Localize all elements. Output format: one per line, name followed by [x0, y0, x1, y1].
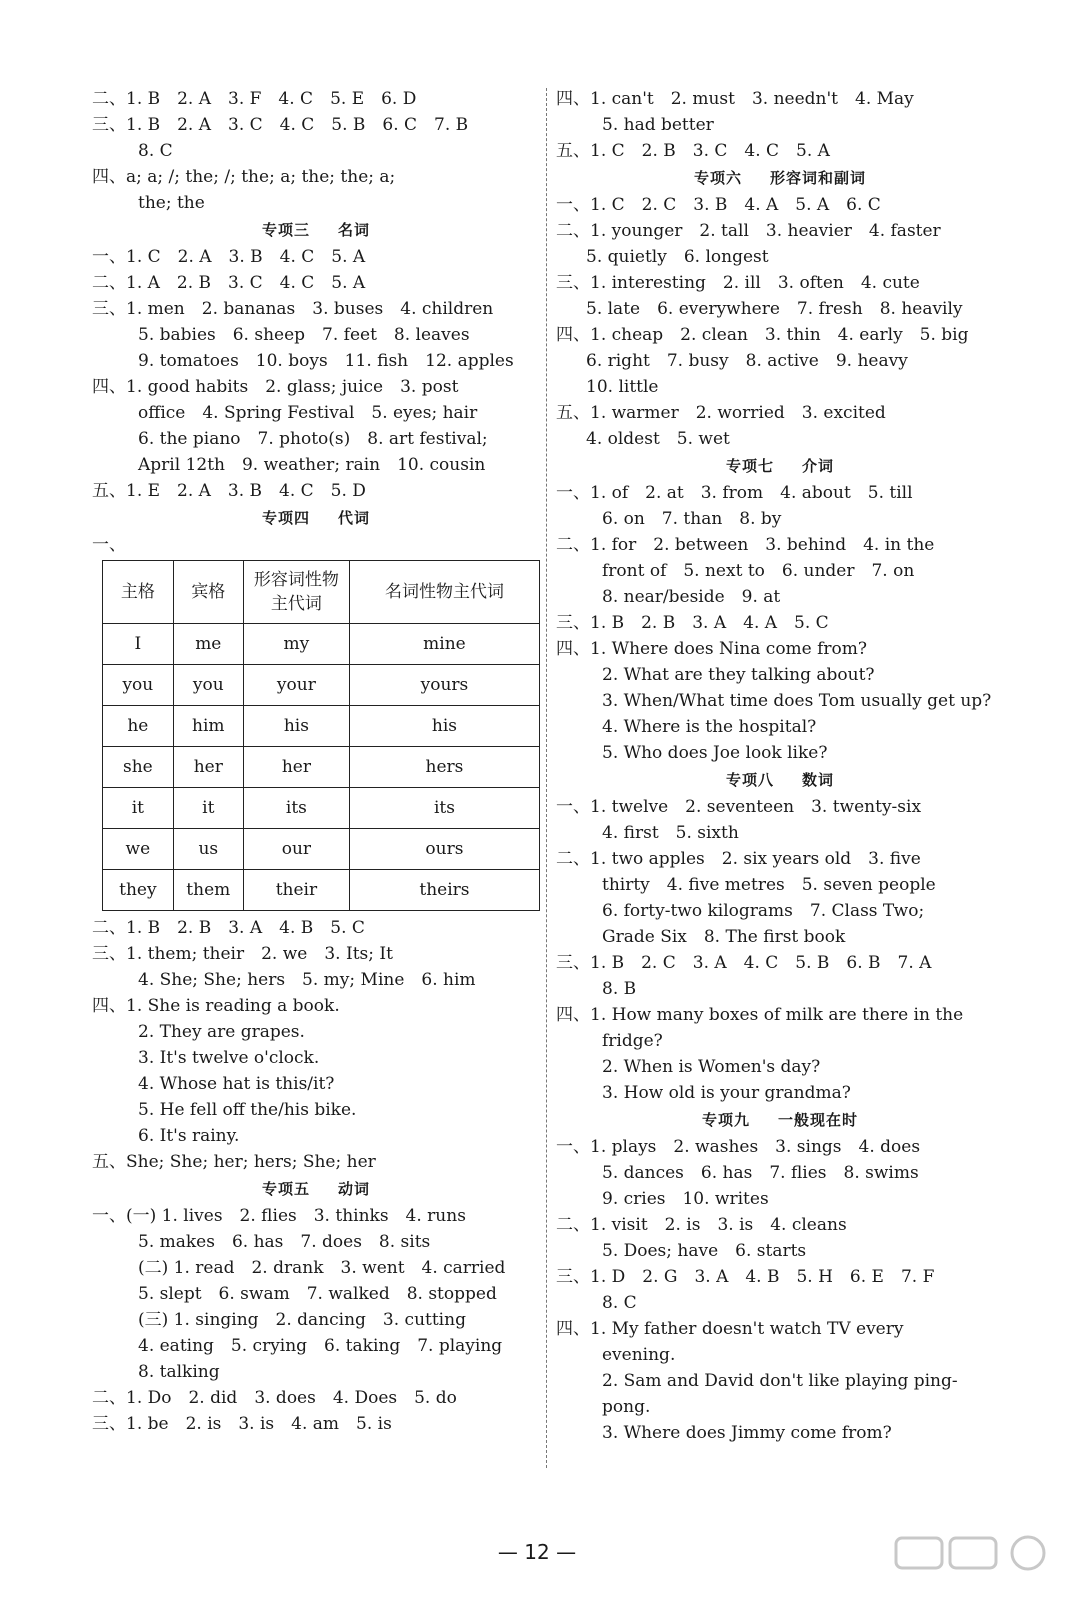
answer-line: office 4. Spring Festival 5. eyes; hair: [138, 403, 478, 423]
page-number: — 12 —: [497, 1540, 577, 1564]
answer-line: 2. What are they talking about?: [602, 665, 875, 685]
section-title: 名词: [338, 221, 371, 239]
answer-line: 6. the piano 7. photo(s) 8. art festival;: [138, 429, 488, 449]
answer-line: 四、a; a; /; the; /; the; a; the; the; a;: [92, 167, 396, 187]
table-cell: their: [243, 870, 349, 911]
answer-line: 四、1. can't 2. must 3. needn't 4. May: [556, 89, 914, 109]
answer-line: 一、1. C 2. A 3. B 4. C 5. A: [92, 247, 366, 267]
table-cell: it: [173, 788, 243, 829]
answer-line: 5. Who does Joe look like?: [602, 743, 828, 763]
answer-line: the; the: [138, 193, 205, 213]
answer-line: 8. C: [602, 1293, 637, 1313]
answer-line: 一、: [92, 535, 126, 555]
table-cell: she: [103, 747, 174, 788]
section-title: 形容词和副词: [770, 169, 867, 187]
answer-line: 二、1. B 2. A 3. F 4. C 5. E 6. D: [92, 89, 417, 109]
answer-line: 3. When/What time does Tom usually get up?: [602, 691, 992, 711]
answer-line: 一、1. plays 2. washes 3. sings 4. does: [556, 1137, 921, 1157]
table-cell: her: [173, 747, 243, 788]
answer-line: 5. He fell off the/his bike.: [138, 1100, 357, 1120]
answer-line: 2. Sam and David don't like playing ping-: [602, 1371, 958, 1391]
answer-line: 4. She; She; hers 5. my; Mine 6. him: [138, 970, 476, 990]
table-cell: his: [243, 706, 349, 747]
table-row: [103, 788, 540, 829]
answer-line: 一、1. of 2. at 3. from 4. about 5. till: [556, 483, 913, 503]
section-heading: [92, 216, 540, 244]
answer-line: pong.: [602, 1397, 651, 1417]
section-title: 代词: [338, 509, 371, 527]
answer-line: 三、1. be 2. is 3. is 4. am 5. is: [92, 1414, 392, 1434]
table-header-cell: 宾格: [173, 561, 243, 624]
section-heading: [556, 452, 1004, 480]
table-row: [103, 665, 540, 706]
section-heading: [92, 1175, 540, 1203]
answer-line: 三、1. B 2. C 3. A 4. C 5. B 6. B 7. A: [556, 953, 932, 973]
table-header-cell: 名词性物主代词: [349, 561, 539, 624]
answer-line: 二、1. for 2. between 3. behind 4. in the: [556, 535, 935, 555]
table-header-cell: 主格: [103, 561, 174, 624]
answer-line: (三) 1. singing 2. dancing 3. cutting: [138, 1310, 466, 1330]
section-title: 介词: [802, 457, 835, 475]
table-cell: they: [103, 870, 174, 911]
answer-line: 二、1. visit 2. is 3. is 4. cleans: [556, 1215, 847, 1235]
answer-line: 四、1. Where does Nina come from?: [556, 639, 868, 659]
table-cell: us: [173, 829, 243, 870]
answer-line: 三、1. them; their 2. we 3. Its; It: [92, 944, 393, 964]
answer-line: 四、1. cheap 2. clean 3. thin 4. early 5. big: [556, 325, 969, 345]
table-header-cell: 形容词性物主代词: [243, 561, 349, 624]
answer-line: 一、(一) 1. lives 2. flies 3. thinks 4. runs: [92, 1206, 466, 1226]
answer-line: 5. quietly 6. longest: [586, 247, 769, 267]
table-cell: he: [103, 706, 174, 747]
answer-line: 三、1. B 2. B 3. A 4. A 5. C: [556, 613, 829, 633]
answer-line: 5. had better: [602, 115, 714, 135]
table-cell: his: [349, 706, 539, 747]
watermark-logo: [892, 1534, 1062, 1592]
answer-line: 6. forty-two kilograms 7. Class Two;: [602, 901, 925, 921]
answer-line: 5. late 6. everywhere 7. fresh 8. heavily: [586, 299, 963, 319]
table-row: [103, 829, 540, 870]
answer-line: 五、1. warmer 2. worried 3. excited: [556, 403, 886, 423]
answer-line: 四、1. How many boxes of milk are there in the: [556, 1005, 964, 1025]
table-cell: yours: [349, 665, 539, 706]
table-cell: her: [243, 747, 349, 788]
answer-line: 一、1. twelve 2. seventeen 3. twenty-six: [556, 797, 922, 817]
answer-line: 五、She; She; her; hers; She; her: [92, 1152, 376, 1172]
answer-line: 一、1. C 2. C 3. B 4. A 5. A 6. C: [556, 195, 881, 215]
table-cell: them: [173, 870, 243, 911]
answer-line: 9. cries 10. writes: [602, 1189, 769, 1209]
section-heading: [556, 766, 1004, 794]
answer-line: 8. near/beside 9. at: [602, 587, 781, 607]
answer-line: 8. talking: [138, 1362, 220, 1382]
answer-line: Grade Six 8. The first book: [602, 927, 846, 947]
section-title: 数词: [802, 771, 835, 789]
section-number: 专项三: [261, 221, 310, 239]
table-cell: I: [103, 624, 174, 665]
answer-line: 四、1. She is reading a book.: [92, 996, 340, 1016]
left-column: [92, 86, 540, 1437]
answer-line: 8. B: [602, 979, 637, 999]
section-number: 专项七: [725, 457, 774, 475]
answer-line: 5. babies 6. sheep 7. feet 8. leaves: [138, 325, 470, 345]
table-cell: ours: [349, 829, 539, 870]
table-cell: you: [103, 665, 174, 706]
answer-line: 四、1. My father doesn't watch TV every: [556, 1319, 904, 1339]
answer-line: 二、1. B 2. B 3. A 4. B 5. C: [92, 918, 365, 938]
table-cell: our: [243, 829, 349, 870]
answer-line: fridge?: [602, 1031, 663, 1051]
answer-line: front of 5. next to 6. under 7. on: [602, 561, 915, 581]
answer-line: 8. C: [138, 141, 173, 161]
table-cell: it: [103, 788, 174, 829]
answer-line: 5. makes 6. has 7. does 8. sits: [138, 1232, 431, 1252]
answer-line: 3. Where does Jimmy come from?: [602, 1423, 892, 1443]
answer-line: thirty 4. five metres 5. seven people: [602, 875, 936, 895]
answer-line: 五、1. E 2. A 3. B 4. C 5. D: [92, 481, 366, 501]
table-header-row: [103, 561, 540, 624]
section-title: 一般现在时: [778, 1111, 859, 1129]
answer-line: 三、1. men 2. bananas 3. buses 4. children: [92, 299, 494, 319]
section-title: 动词: [338, 1180, 371, 1198]
table-cell: we: [103, 829, 174, 870]
answer-line: 9. tomatoes 10. boys 11. fish 12. apples: [138, 351, 514, 371]
answer-line: 4. Where is the hospital?: [602, 717, 817, 737]
answer-line: 三、1. B 2. A 3. C 4. C 5. B 6. C 7. B: [92, 115, 469, 135]
answer-line: 二、1. two apples 2. six years old 3. five: [556, 849, 921, 869]
section-number: 专项九: [701, 1111, 750, 1129]
answer-line: April 12th 9. weather; rain 10. cousin: [138, 455, 486, 475]
answer-line: 4. Whose hat is this/it?: [138, 1074, 335, 1094]
section-heading: [556, 164, 1004, 192]
table-cell: me: [173, 624, 243, 665]
answer-line: 五、1. C 2. B 3. C 4. C 5. A: [556, 141, 830, 161]
answer-line: 三、1. D 2. G 3. A 4. B 5. H 6. E 7. F: [556, 1267, 935, 1287]
table-cell: you: [173, 665, 243, 706]
answer-line: 4. eating 5. crying 6. taking 7. playing: [138, 1336, 503, 1356]
table-cell: him: [173, 706, 243, 747]
answer-line: 二、1. younger 2. tall 3. heavier 4. faster: [556, 221, 941, 241]
table-row: [103, 870, 540, 911]
answer-line: 5. Does; have 6. starts: [602, 1241, 807, 1261]
table-cell: your: [243, 665, 349, 706]
answer-line: 二、1. Do 2. did 3. does 4. Does 5. do: [92, 1388, 457, 1408]
answer-line: 4. oldest 5. wet: [586, 429, 730, 449]
answer-line: 三、1. interesting 2. ill 3. often 4. cute: [556, 273, 920, 293]
table-cell: my: [243, 624, 349, 665]
answer-line: 二、1. A 2. B 3. C 4. C 5. A: [92, 273, 366, 293]
table-cell: its: [349, 788, 539, 829]
table-cell: mine: [349, 624, 539, 665]
answer-line: (二) 1. read 2. drank 3. went 4. carried: [138, 1258, 506, 1278]
answer-line: 5. dances 6. has 7. flies 8. swims: [602, 1163, 919, 1183]
answer-line: 2. When is Women's day?: [602, 1057, 821, 1077]
answer-line: 4. first 5. sixth: [602, 823, 739, 843]
answer-line: evening.: [602, 1345, 676, 1365]
answer-line: 3. How old is your grandma?: [602, 1083, 851, 1103]
answer-line: 6. on 7. than 8. by: [602, 509, 782, 529]
pronoun-table: [102, 560, 540, 911]
section-heading: [556, 1106, 1004, 1134]
answer-line: 6. It's rainy.: [138, 1126, 240, 1146]
table-cell: its: [243, 788, 349, 829]
section-heading: [92, 504, 540, 532]
section-number: 专项四: [261, 509, 310, 527]
table-cell: theirs: [349, 870, 539, 911]
table-row: [103, 706, 540, 747]
column-divider: [546, 88, 547, 1468]
answer-line: 四、1. good habits 2. glass; juice 3. post: [92, 377, 459, 397]
answer-line: 2. They are grapes.: [138, 1022, 305, 1042]
table-cell: hers: [349, 747, 539, 788]
section-number: 专项八: [725, 771, 774, 789]
section-number: 专项五: [261, 1180, 310, 1198]
answer-line: 6. right 7. busy 8. active 9. heavy: [586, 351, 908, 371]
section-number: 专项六: [693, 169, 742, 187]
table-row: [103, 624, 540, 665]
answer-line: 5. slept 6. swam 7. walked 8. stopped: [138, 1284, 497, 1304]
table-row: [103, 747, 540, 788]
answer-line: 3. It's twelve o'clock.: [138, 1048, 320, 1068]
right-column: [556, 86, 1004, 1446]
answer-line: 10. little: [586, 377, 659, 397]
